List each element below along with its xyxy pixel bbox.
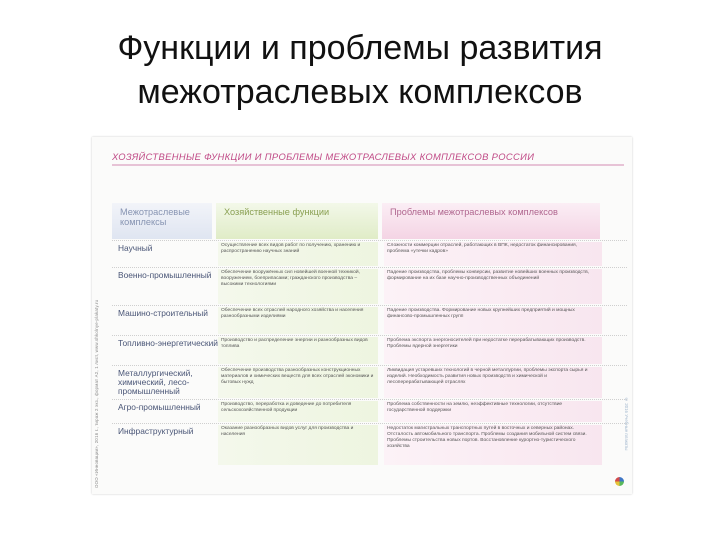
publisher-logo-icon	[615, 477, 624, 486]
table-row	[112, 240, 627, 267]
row-function: Производство, переработка и доведение до потребителя сельскохозяйственной продукции	[218, 401, 378, 422]
row-problem: Сложности коммерции отраслей, работающих в ВПК, недостаток финансирования, проблема «утечки кадров»	[384, 242, 602, 266]
row-complex-name: Топливно-энергетический	[118, 339, 218, 348]
row-complex-name: Инфраструктурный	[118, 427, 194, 436]
poster-side-credit: ООО «Инновации», 2016 г., тираж 2 экз., формат А2, 1 лист, www.shkolnye-plakaty.ru	[94, 299, 99, 488]
slide-title-line-1: Функции и проблемы развития	[117, 29, 603, 67]
row-problem: Проблема экспорта энергоносителей при недостатке перерабатывающих производств. Проблемы ядерной энергетики	[384, 337, 602, 364]
column-header-problems: Проблемы межотраслевых комплексов	[382, 203, 600, 239]
poster-image	[92, 137, 632, 494]
column-header-functions: Хозяйственные функции	[216, 203, 378, 239]
row-function: Обеспечение всех отраслей народного хозяйства и населения разнообразными изделиями	[218, 307, 378, 334]
table-row	[112, 365, 627, 399]
poster-side-credit-right: © 2016 Учебные плакаты	[624, 397, 629, 451]
row-function: Осуществление всех видов работ по получению, хранению и распространению научных знаний	[218, 242, 378, 266]
row-problem: Падение производства. Формирование новых крупнейших предприятий и мощных финансово-промышленных групп	[384, 307, 602, 334]
row-function: Обеспечение производства разнообразных конструкционных материалов и химических веществ для всех отраслей экономики и бытовых нужд	[218, 367, 378, 398]
heading-divider	[112, 164, 624, 166]
row-complex-name: Агро-промышленный	[118, 403, 201, 412]
row-function: Обеспечение вооружённых сил новейшей военной техникой, вооружением, боеприпасами; гражданского производства – высокими технологиями	[218, 269, 378, 304]
row-complex-name: Военно-промышленный	[118, 271, 212, 280]
poster-heading: ХОЗЯЙСТВЕННЫЕ ФУНКЦИИ И ПРОБЛЕМЫ МЕЖОТРАСЛЕВЫХ КОМПЛЕКСОВ РОССИИ	[112, 151, 535, 162]
row-problem: Ликвидация устаревших технологий в черной металлургии, проблемы экспорта сырья и изделий. Необходимость развития новых производств и химической и лесоперерабатывающей отраслях	[384, 367, 602, 398]
table-row	[112, 267, 627, 305]
table-row	[112, 335, 627, 365]
table-row	[112, 305, 627, 335]
slide-title	[0, 26, 720, 114]
table-row	[112, 423, 627, 466]
row-problem: Недостаток магистральных транспортных путей в восточных и северных районах. Отсталость автомобильного транспорта. Проблемы создания мобильной систем связи. Проблемы строительства новых портов. Восстановление курортно-туристического хозяйства	[384, 425, 602, 465]
row-complex-name: Машино-строительный	[118, 309, 208, 318]
table-row	[112, 399, 627, 423]
row-problem: Падение производства, проблемы конверсии, развитие новейших военных производств, формирование на их базе научно-производственных объединений	[384, 269, 602, 304]
row-complex-name: Научный	[118, 244, 153, 253]
row-function: Оказание разнообразных видов услуг для производства и населения	[218, 425, 378, 465]
row-function: Производство и распределение энергии и разнообразных видов топлива	[218, 337, 378, 364]
column-header-complexes: Межотраслевые комплексы	[112, 203, 212, 239]
row-complex-name: Металлургический, химический, лесо-промышленный	[118, 369, 193, 397]
row-problem: Проблема собственности на землю, неэффективные технологии, отсутствие государственной поддержки	[384, 401, 602, 422]
slide-title-line-2: межотраслевых комплексов	[137, 73, 583, 111]
